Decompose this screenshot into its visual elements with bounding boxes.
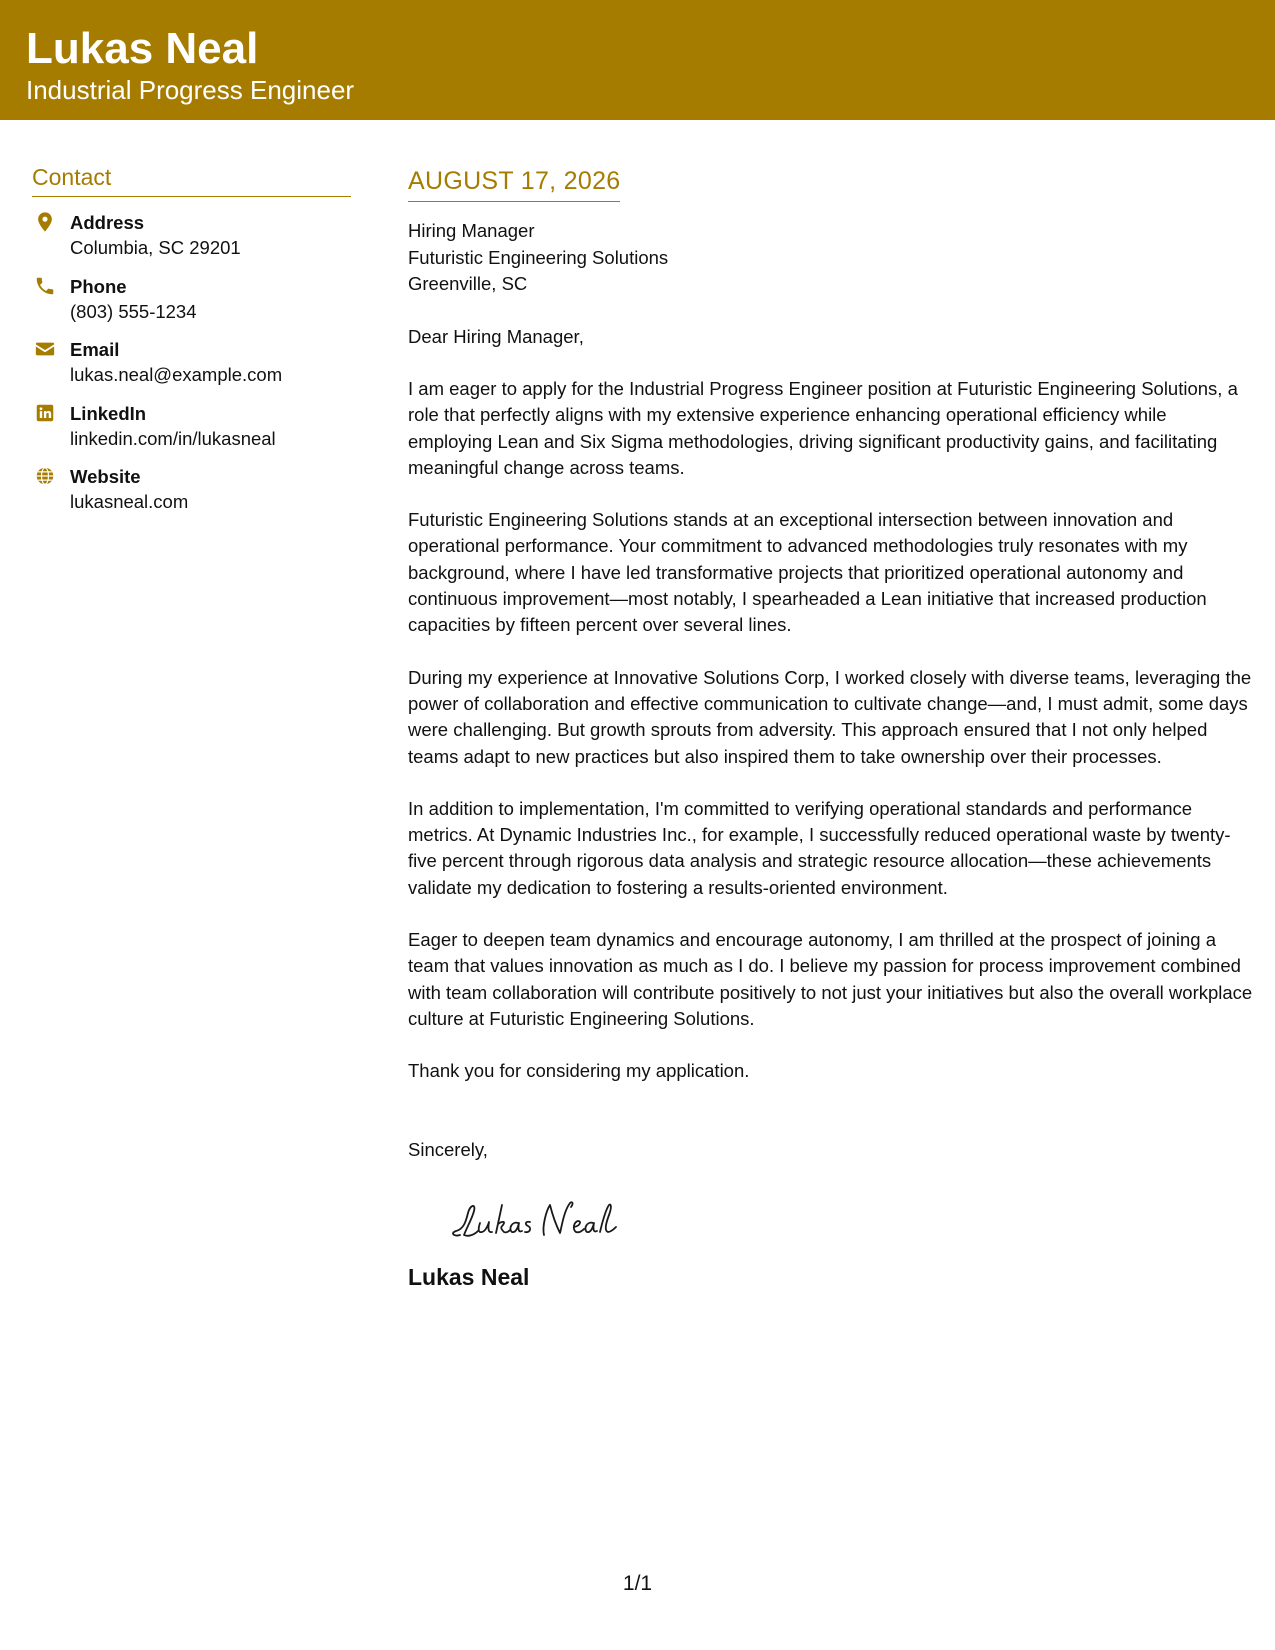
letter-body [408, 165, 1253, 1292]
linkedin-icon [34, 402, 56, 424]
contact-value-phone[interactable]: (803) 555-1234 [70, 300, 197, 322]
contact-list [32, 211, 351, 529]
contact-label: LinkedIn [70, 402, 147, 424]
signature-image [446, 1191, 646, 1251]
contact-item-linkedin [32, 402, 351, 466]
contact-label: Phone [70, 275, 127, 297]
recipient-line: Greenville, SC [408, 273, 528, 294]
contact-item-email [32, 338, 351, 402]
recipient-block [408, 218, 1253, 298]
signer-name: Lukas Neal [408, 1264, 530, 1291]
paragraph: I am eager to apply for the Industrial Progress Engineer position at Futuristic Engineering Solutions, a role that perfectly aligns with my extensive experience enhancing operational efficiency while employing Lean and Six Sigma methodologies, driving significant productivity gains, and facilitating meaningful change across teams. [408, 378, 1238, 478]
contact-item-website [32, 465, 351, 529]
paragraph: In addition to implementation, I'm committed to verifying operational standards and performance metrics. At Dynamic Industries Inc., for example, I successfully reduced operational waste by twenty-five percent through rigorous data analysis and strategic resource allocation—these achievements validate my dedication to fostering a results-oriented environment. [408, 797, 1231, 898]
phone-icon [34, 275, 56, 297]
paragraph: Thank you for considering my application. [408, 1060, 750, 1082]
contact-heading: Contact [32, 162, 351, 197]
contact-item-phone [32, 275, 351, 339]
paragraph: Eager to deepen team dynamics and encourage autonomy, I am thrilled at the prospect of joining a team that values innovation as much as I do. I believe my passion for process improvement combined with team collaboration will contribute positively to not just your initiatives but also the overall workplace culture at Futuristic Engineering Solutions. [408, 929, 1253, 1029]
envelope-icon [34, 338, 56, 360]
header-banner [0, 0, 1275, 120]
contact-value-linkedin[interactable]: linkedin.com/in/lukasneal [70, 427, 276, 449]
paragraph: During my experience at Innovative Solutions Corp, I worked closely with diverse teams, leveraging the power of collaboration and effective communication to cultivate change—and, I must admit, some days were challenging. But growth sprouts from adversity. This approach ensured that I not only helped teams adapt to new practices but also inspired them to take ownership over their processes. [408, 666, 1252, 767]
closing: Sincerely, [408, 1138, 488, 1160]
globe-icon [34, 465, 56, 487]
sidebar [32, 162, 351, 529]
contact-value-address: Columbia, SC 29201 [70, 237, 241, 258]
map-pin-icon [34, 211, 56, 233]
paragraph: Futuristic Engineering Solutions stands at an exceptional intersection between innovation and operational performance. Your commitment to advanced methodologies truly resonates with my background, where I have led transformative projects that prioritized operational autonomy and continuous improvement—most notably, I spearheaded a Lean initiative that increased production capacities by fifteen percent over several lines. [408, 509, 1207, 636]
contact-label: Address [70, 212, 145, 233]
contact-item-address [32, 211, 351, 275]
recipient-line: Futuristic Engineering Solutions [408, 246, 669, 268]
contact-label: Website [70, 466, 141, 487]
applicant-title: Industrial Progress Engineer [26, 75, 355, 105]
recipient-line: Hiring Manager [408, 220, 535, 241]
page-number: 1/1 [622, 1572, 653, 1595]
contact-value-website[interactable]: lukasneal.com [70, 491, 189, 512]
contact-value-email[interactable]: lukas.neal@example.com [70, 364, 283, 385]
letter-date: AUGUST 17, 2026 [408, 165, 620, 202]
applicant-name: Lukas Neal [26, 24, 259, 73]
salutation: Dear Hiring Manager, [408, 325, 584, 347]
contact-label: Email [70, 339, 120, 360]
